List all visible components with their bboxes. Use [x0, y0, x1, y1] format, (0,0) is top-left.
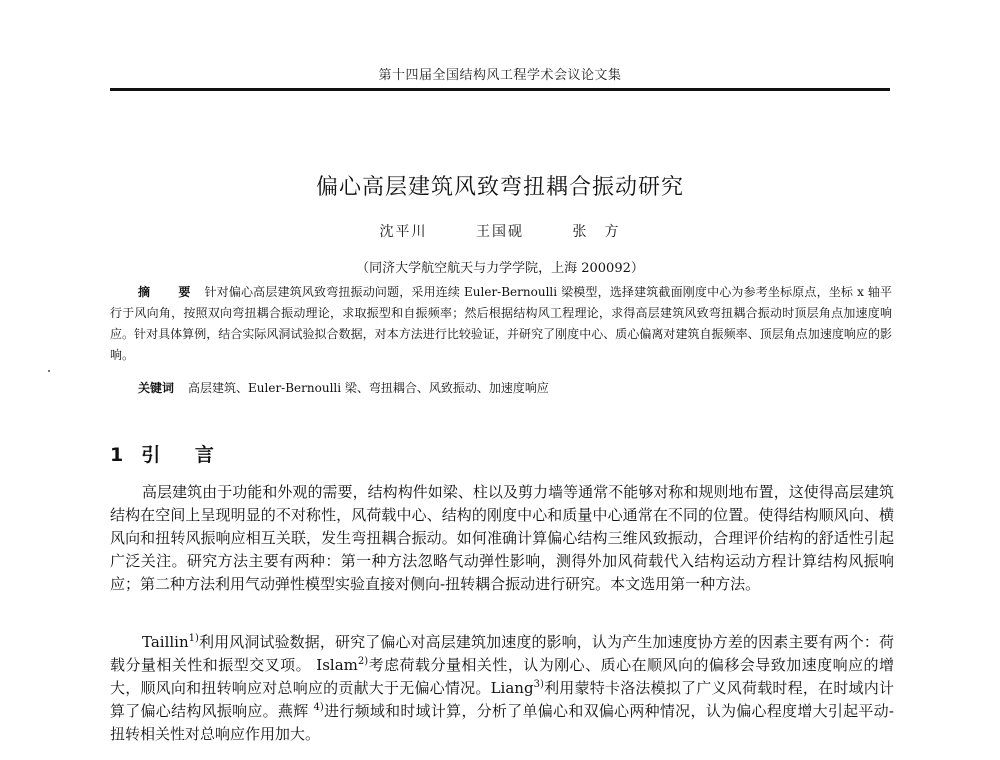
affiliation: （同济大学航空航天与力学学院，上海 200092） [356, 261, 644, 276]
paper-title: 偏心高层建筑风致弯扭耦合振动研究 [315, 175, 684, 200]
keywords [138, 379, 890, 396]
author-list [110, 221, 890, 241]
body-paragraph [110, 631, 894, 746]
body-paragraph: 高层建筑由于功能和外观的需要，结构构件如梁、柱以及剪力墙等通常不能够对称和规则地布置，这使得高层建筑结构在空间上呈现明显的不对称性，风荷载中心、结构的刚度中心和质量中心通常在不同的位置。使得结构顺风向、横风向和扭转风振响应相互关联，发生弯扭耦合振动。如何准确计算偏心结构三维风致振动，合理评价结构的舒适性引起广泛关注。研究方法主要有两种：第一种方法忽略气动弹性影响，测得外加风荷载代入结构运动方程计算结构风振响应；第二种方法利用气动弹性模型实验直接对侧向-扭转耦合振动进行研究。本文选用第一种方法。 [110, 483, 894, 593]
paragraph-text: Taillin [142, 633, 189, 651]
abstract-text: 针对偏心高层建筑风致弯扭振动问题，采用连续 Euler-Bernoulli 梁模型，选择建筑截面刚度中心为参考坐标原点，坐标 x 轴平行于风向角，按照双向弯扭耦合振动理论，求取振型和自振频率；然后根据结构风工程理论，求得高层建筑风致弯扭耦合振动时顶层角点加速度响应。针对具体算例，结合实际风洞试验拟合数据，对本方法进行比较验证，并研究了刚度中心、质心偏离对建筑自振频率、顶层角点加速度响应的影响。 [110, 285, 892, 362]
running-header: 第十四届全国结构风工程学术会议论文集 [378, 68, 622, 83]
paragraph-text: 利用风洞试验数据，研究了偏心对高层建筑加速度的影响，认为产生加速度协方差的因素主要有两个：荷载分量相关性和振型交叉项。 Islam [110, 633, 894, 674]
paragraph-text: 考虑荷载分量相关性，认为刚心、质心在顺风向的偏移会导致加速度响应的增大，顺风向和扭转响应对总响应的贡献大于无偏心情况。Liang [110, 656, 894, 697]
author-name: 张 方 [572, 224, 621, 240]
margin-mark [48, 370, 50, 372]
citation-ref: 3) [533, 679, 544, 690]
citation-ref: 2) [357, 656, 369, 667]
paragraph-text: 进行频域和时域计算，分析了单偏心和双偏心两种情况，认为偏心程度增大引起平动-扭转相关性对总响应作用加大。 [110, 702, 894, 743]
section-title: 引 言 [141, 444, 228, 466]
citation-ref: 4) [313, 702, 324, 713]
author-name: 王国砚 [476, 224, 524, 240]
section-number: 1 [110, 444, 124, 466]
keywords-label: 关键词 [138, 381, 175, 395]
author-name: 沈平川 [379, 224, 428, 240]
header-rule [110, 88, 890, 91]
abstract [110, 282, 892, 366]
paragraph-text: 利用蒙特卡洛法模拟了广义风荷载时程，在时域内计算了偏心结构风振响应。燕辉 [110, 679, 894, 720]
keywords-text: 高层建筑、Euler-Bernoulli 梁、弯扭耦合、风致振动、加速度响应 [188, 381, 549, 395]
citation-ref: 1) [188, 633, 199, 644]
section-heading [110, 440, 228, 467]
abstract-label: 摘 要 [138, 285, 199, 299]
